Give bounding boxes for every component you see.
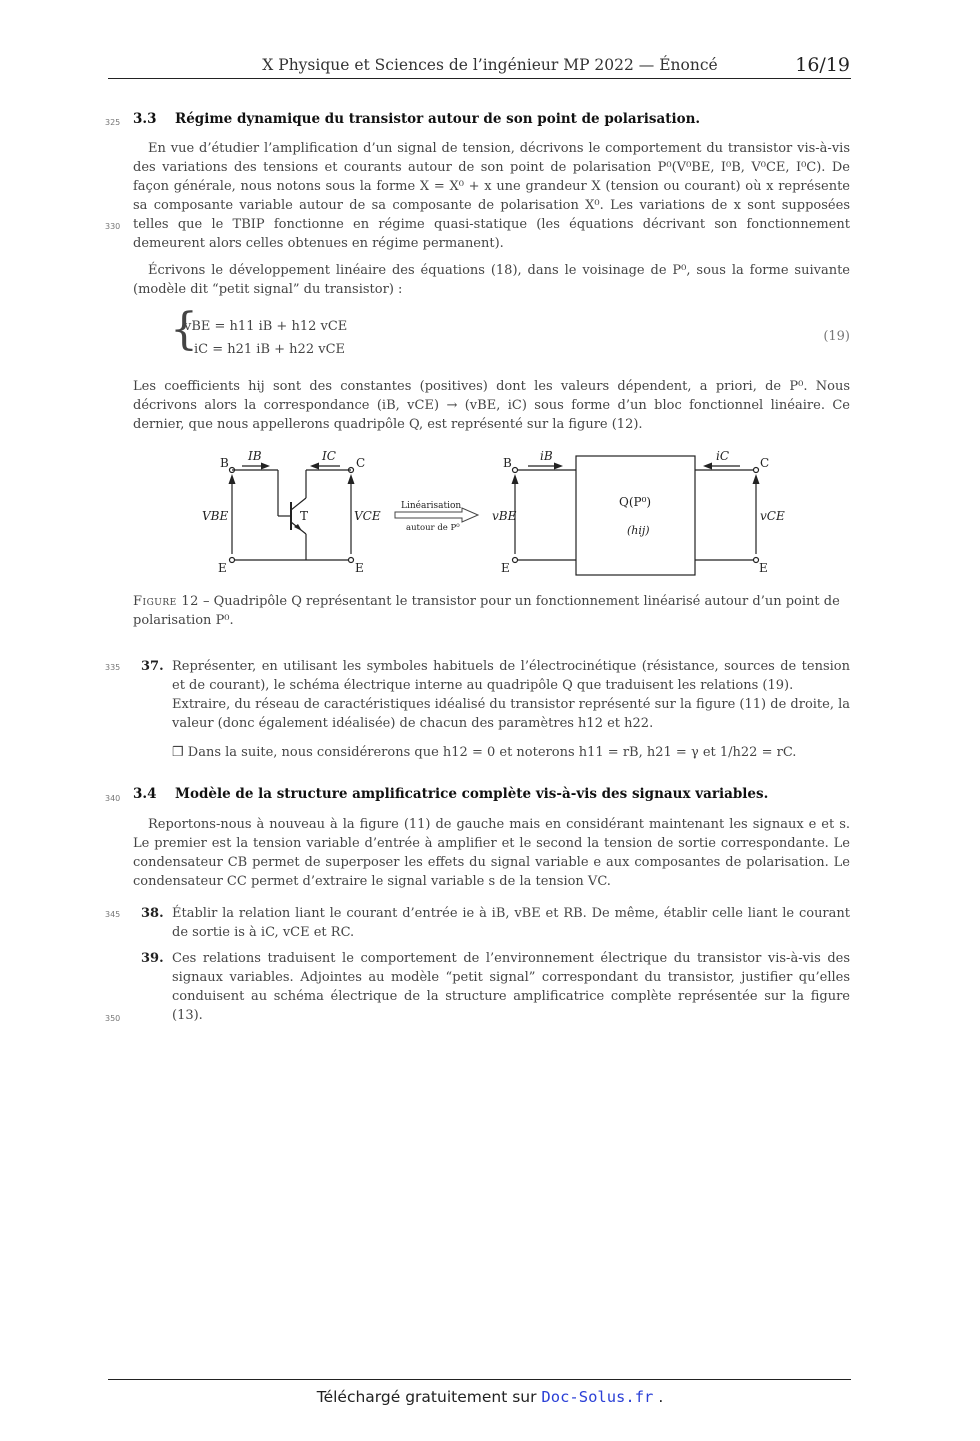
section-heading-3-4: [133, 786, 768, 802]
equation-brace: {: [170, 304, 198, 355]
question-number: 39.: [141, 951, 164, 966]
section-number: 3.3: [133, 111, 157, 127]
footer: [0, 1388, 980, 1406]
header-rule: [108, 78, 851, 79]
line-number: 335: [105, 663, 121, 672]
doc-solus-link[interactable]: Doc-Solus.fr: [541, 1388, 654, 1406]
voltage-vce-small-label: vCE: [760, 509, 785, 523]
h-parameters-label: (hij): [627, 524, 650, 537]
current-ic-small-label: iC: [716, 449, 730, 463]
quadripole-q: [513, 456, 759, 575]
section-heading-3-3: [133, 111, 700, 127]
figure-12-diagram: [190, 444, 800, 584]
line-number: 350: [105, 1014, 121, 1023]
question-text: Établir la relation liant le courant d’entrée ie à iB, vBE et RB. De même, établir celle liant le courant de sortie is à iC, vCE et RC.: [172, 906, 850, 940]
coefficients-paragraph: Les coefficients hij sont des constantes (positives) dont les valeurs dépendent, a priori, de P⁰. Nous décrivons alors la correspondance (iB, vCE) → (vBE, iC) sous forme d’un bloc fonctionnel linéaire. Ce dernier, que nous appellerons quadripôle Q, est représenté sur la figure (12).: [133, 379, 850, 432]
transistor-t-label: T: [300, 509, 309, 523]
node-b-label: B: [503, 456, 512, 470]
page-number: 16/19: [795, 54, 850, 76]
arrow-bottom-label: autour de P⁰: [406, 523, 460, 533]
voltage-vce-label: VCE: [354, 509, 381, 523]
intro-paragraph: En vue d’étudier l’amplification d’un signal de tension, décrivons le comportement du transistor vis-à-vis des variations des tensions et courants autour de son point de polarisation P⁰(V⁰BE, I⁰B, V⁰CE, I⁰C). De façon générale, nous notons sous la forme X = X⁰ + x une grandeur X (tension ou courant) où x représente sa composante variable autour de sa composante de polarisation X⁰. Les variations de x sont supposées telles que le TBIP fonctionne en régime quasi-statique (les équations décrivant son fonctionnement demeurent alors celles obtenues en régime permanent).: [133, 141, 850, 251]
node-e-label: E: [355, 561, 364, 575]
footer-text: Téléchargé gratuitement sur: [316, 1388, 542, 1406]
question-text: Représenter, en utilisant les symboles habituels de l’électrocinétique (résistance, sources de tension et de courant), le schéma électrique interne au quadripôle Q que traduisent les relations (19).: [172, 659, 850, 693]
question-text: Extraire, du réseau de caractéristiques idéalisé du transistor représenté sur la figure (11) de droite, la valeur (donc également idéalisée) de chacun des paramètres h12 et h22.: [172, 697, 851, 731]
node-e-label: E: [501, 561, 510, 575]
figure-12-caption: [133, 592, 850, 630]
current-ic-label: IC: [322, 449, 336, 463]
current-ib-small-label: iB: [540, 449, 553, 463]
section-number: 3.4: [133, 786, 157, 802]
question-39: [133, 949, 850, 1025]
current-ib-label: IB: [248, 449, 262, 463]
section-title: Modèle de la structure amplificatrice complète vis-à-vis des signaux variables.: [175, 786, 769, 802]
transistor-circuit: [230, 466, 354, 563]
convention-note: [133, 743, 850, 762]
line-number: 330: [105, 222, 121, 231]
node-e-label: E: [218, 561, 227, 575]
question-37: [133, 657, 850, 733]
question-number: 37.: [141, 659, 164, 674]
line-number: 345: [105, 910, 121, 919]
question-38: [133, 904, 850, 942]
node-c-label: C: [356, 456, 366, 470]
equation-number: (19): [823, 329, 850, 344]
caption-text: – Quadripôle Q représentant le transistor pour un fonctionnement linéarisé autour d’un point de polarisation P⁰.: [133, 594, 840, 628]
note-text: ❒ Dans la suite, nous considérerons que h12 = 0 et noterons h11 = rB, h21 = γ et 1/h22 = rC.: [172, 745, 797, 760]
footer-rule: [108, 1379, 851, 1380]
footer-suffix: .: [653, 1388, 664, 1406]
node-e-label: E: [759, 561, 768, 575]
voltage-vbe-label: VBE: [202, 509, 229, 523]
line-number: 325: [105, 118, 121, 127]
figure-label: Figure 12: [133, 594, 199, 609]
section-title: Régime dynamique du transistor autour de son point de polarisation.: [175, 111, 701, 127]
node-b-label: B: [220, 456, 229, 470]
question-number: 38.: [141, 906, 164, 921]
amplifier-paragraph: Reportons-nous à nouveau à la figure (11) de gauche mais en considérant maintenant les signaux e et s. Le premier est la tension variable d’entrée à amplifier et le second la tension de sortie correspondante. Le condensateur CB permet de superposer les effets du signal variable e aux composantes de polarisation. Le condensateur CC permet d’extraire le signal variable s de la tension VC.: [133, 817, 850, 889]
line-number: 340: [105, 794, 121, 803]
question-text: Ces relations traduisent le comportement de l’environnement électrique du transistor vis-à-vis des signaux variables. Adjointes au modèle “petit signal” correspondant du transistor, justifier qu’elles conduisent au schéma électrique de la structure amplificatrice complète représentée sur la figure (13).: [172, 951, 850, 1023]
equation-line-1: vBE = h11 iB + h12 vCE: [184, 319, 348, 334]
node-c-label: C: [760, 456, 770, 470]
equation-line-2: iC = h21 iB + h22 vCE: [194, 342, 346, 357]
voltage-vbe-small-label: vBE: [492, 509, 517, 523]
arrow-top-label: Linéarisation: [401, 501, 462, 511]
quadripole-label: Q(P⁰): [619, 495, 652, 509]
running-header: X Physique et Sciences de l’ingénieur MP 2022 — Énoncé: [262, 56, 718, 74]
linearization-paragraph: Écrivons le développement linéaire des équations (18), dans le voisinage de P⁰, sous la forme suivante (modèle dit “petit signal” du transistor) :: [133, 263, 850, 297]
